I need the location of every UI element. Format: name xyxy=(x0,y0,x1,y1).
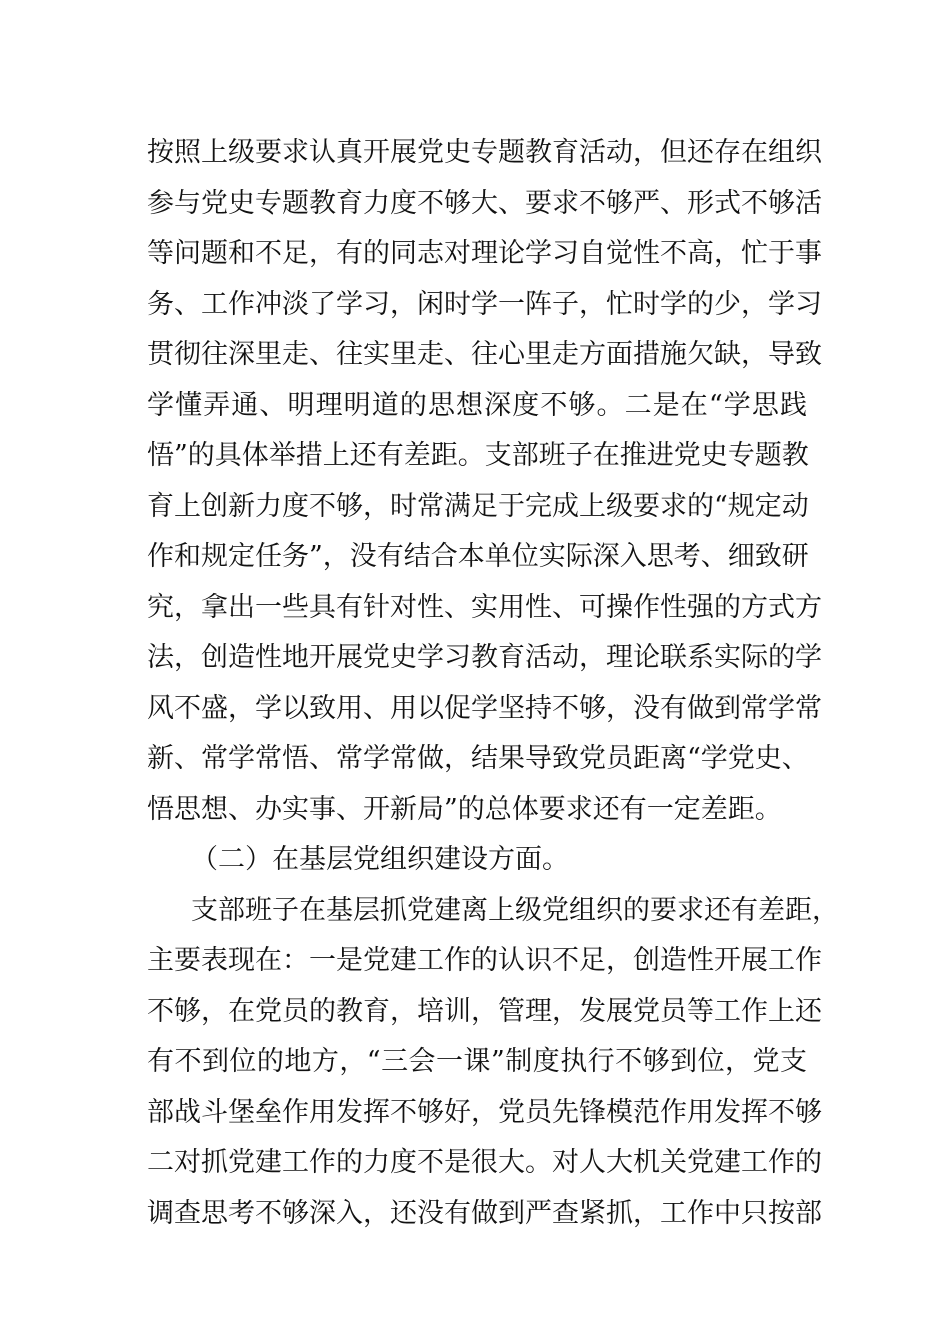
text-line: 按照上级要求认真开展党史专题教育活动，但还存在组织 xyxy=(147,137,822,168)
text-line: 二对抓党建工作的力度不是很大。对人大机关党建工作的 xyxy=(147,1147,822,1178)
text-line: 不够，在党员的教育，培训，管理，发展党员等工作上还 xyxy=(147,995,822,1027)
text-line: 悟思想、办实事、开新局”的总体要求还有一定差距。 xyxy=(147,793,782,825)
text-line: 悟”的具体举措上还有差距。支部班子在推进党史专题教 xyxy=(147,440,809,471)
text-line: 参与党史专题教育力度不够大、要求不够严、形式不够活 xyxy=(147,187,822,219)
text-line: 支部班子在基层抓党建离上级党组织的要求还有差距， xyxy=(191,894,839,926)
text-line: 究，拿出一些具有针对性、实用性、可操作性强的方式方 xyxy=(147,591,822,623)
text-line: 等问题和不足，有的同志对理论学习自觉性不高，忙于事 xyxy=(147,238,822,269)
text-line: 作和规定任务”，没有结合本单位实际深入思考、细致研 xyxy=(147,541,809,572)
text-line: 有不到位的地方，“三会一课”制度执行不够到位，党支 xyxy=(147,1046,807,1077)
text-line: 新、常学常悟、常学常做，结果导致党员距离“学党史、 xyxy=(147,743,809,774)
section-heading: （二）在基层党组织建设方面。 xyxy=(191,844,569,875)
text-line: 务、工作冲淡了学习，闲时学一阵子，忙时学的少，学习 xyxy=(147,288,822,320)
text-line: 主要表现在：一是党建工作的认识不足，创造性开展工作 xyxy=(147,945,822,976)
body-text xyxy=(147,128,839,1239)
text-line: 部战斗堡垒作用发挥不够好，党员先锋模范作用发挥不够 xyxy=(147,1096,822,1128)
text-line: 育上创新力度不够，时常满足于完成上级要求的“规定动 xyxy=(147,490,809,522)
text-line: 贯彻往深里走、往实里走、往心里走方面措施欠缺，导致 xyxy=(147,339,822,370)
text-line: 风不盛，学以致用、用以促学坚持不够，没有做到常学常 xyxy=(147,692,822,724)
text-line: 学懂弄通、明理明道的思想深度不够。二是在“学思践 xyxy=(147,389,807,421)
text-line: 法，创造性地开展党史学习教育活动，理论联系实际的学 xyxy=(147,642,822,673)
text-line: 调查思考不够深入，还没有做到严查紧抓，工作中只按部 xyxy=(147,1197,822,1229)
